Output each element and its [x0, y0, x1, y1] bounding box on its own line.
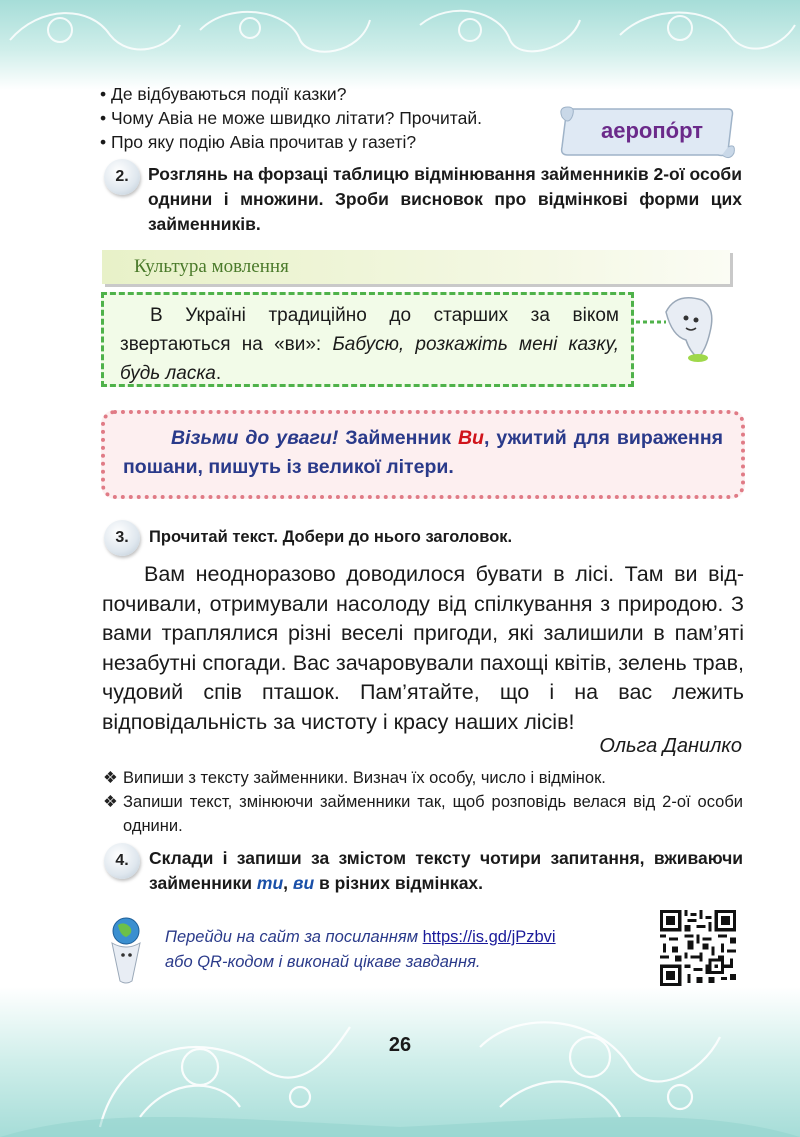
site-link[interactable]: https://is.gd/jPzbvi — [422, 928, 556, 946]
link-text-end: або QR-кодом і виконай цікаве завдання. — [165, 953, 481, 971]
question-list — [100, 82, 482, 154]
text-author: Ольга Данилко — [599, 735, 742, 757]
attention-text-end: , ужитий для вираження пошани, пишуть із великої літери. — [123, 427, 723, 478]
subtask-text: Випиши з тексту займенники. Визнач їх особу, число і відмінок. — [123, 769, 606, 787]
culture-note-box — [101, 292, 634, 387]
task-4-sep: , — [283, 873, 293, 893]
pronoun-vy: Ви — [457, 427, 484, 449]
task-number-badge: 3. — [104, 520, 140, 556]
bottom-ornament-icon — [0, 987, 800, 1137]
pronoun-vy: ви — [292, 873, 315, 893]
task-2-text: Розглянь на форзаці таблицю відмінювання займенників 2-ої особи однини і множини. Зроби висновок про відмінкові форми цих займенників. — [148, 164, 742, 234]
task-4-text — [149, 846, 743, 896]
task-3-text: Прочитай текст. Добери до нього заголовок. — [149, 528, 513, 546]
top-ornament-band — [0, 0, 800, 90]
attention-text: Займенник — [338, 427, 458, 449]
question-item: • Чому Авіа не може швидко літати? Прочитай. — [100, 108, 482, 128]
subtask-item — [103, 766, 743, 790]
qr-code[interactable] — [660, 910, 736, 986]
reading-paragraph: Вам неодноразово доводилося бувати в лісі. Там ви відпочивали, отримували насолоду від спілкування з природою. З вами траплялися різні веселі пригоди, які залишили в пам’яті незабутні спогади. Вас зачаровували пахощі квітів, зелень трав, чудовий спів пташок. Пам’ятайте, що і на вас лежить відповідальність за чистоту і красу наших лісів! — [102, 562, 744, 734]
page-number: 26 — [388, 1034, 412, 1056]
task-4-end: в різних відмінках. — [314, 873, 484, 893]
culture-note-text: В Україні традиційно до старших за віком звертаються на «ви»: — [120, 305, 619, 355]
pronoun-ti: ти — [256, 873, 284, 893]
subtask-list — [103, 766, 743, 838]
task-4-part: Склади і запиши за змістом тексту чотири запитання, вживаючи займенники — [149, 848, 743, 893]
diamond-bullet-icon: ❖ — [103, 769, 118, 787]
scroll-word: аеропо́рт — [601, 118, 703, 143]
vocabulary-scroll — [558, 103, 736, 159]
attention-lead: Візьми до уваги! — [171, 427, 339, 449]
attention-note-box — [101, 410, 745, 499]
diamond-bullet-icon: ❖ — [103, 793, 118, 811]
link-text: Перейди на сайт за посиланням — [165, 928, 423, 946]
question-item: • Де відбуваються події казки? — [100, 84, 347, 104]
question-item: • Про яку подію Авіа прочитав у газеті? — [100, 132, 417, 152]
culture-note-example: Бабусю, розкажіть мені казку, будь ласка — [120, 334, 619, 384]
subtask-item — [103, 790, 743, 838]
task-number-badge: 4. — [104, 843, 140, 879]
culture-note-end: . — [215, 363, 222, 384]
task-number-badge: 2. — [104, 159, 140, 195]
reading-text — [102, 560, 744, 737]
top-ornament-icon — [0, 0, 800, 90]
globe-mascot-icon — [104, 915, 148, 985]
section-header — [102, 250, 730, 284]
mascot-icon — [636, 292, 736, 364]
bottom-ornament-band — [0, 987, 800, 1137]
section-title: Культура мовлення — [134, 256, 289, 277]
subtask-text: Запиши текст, змінюючи займенники так, щоб розповідь велася від 2-ої особи однини. — [123, 793, 743, 835]
link-instruction — [165, 925, 556, 975]
